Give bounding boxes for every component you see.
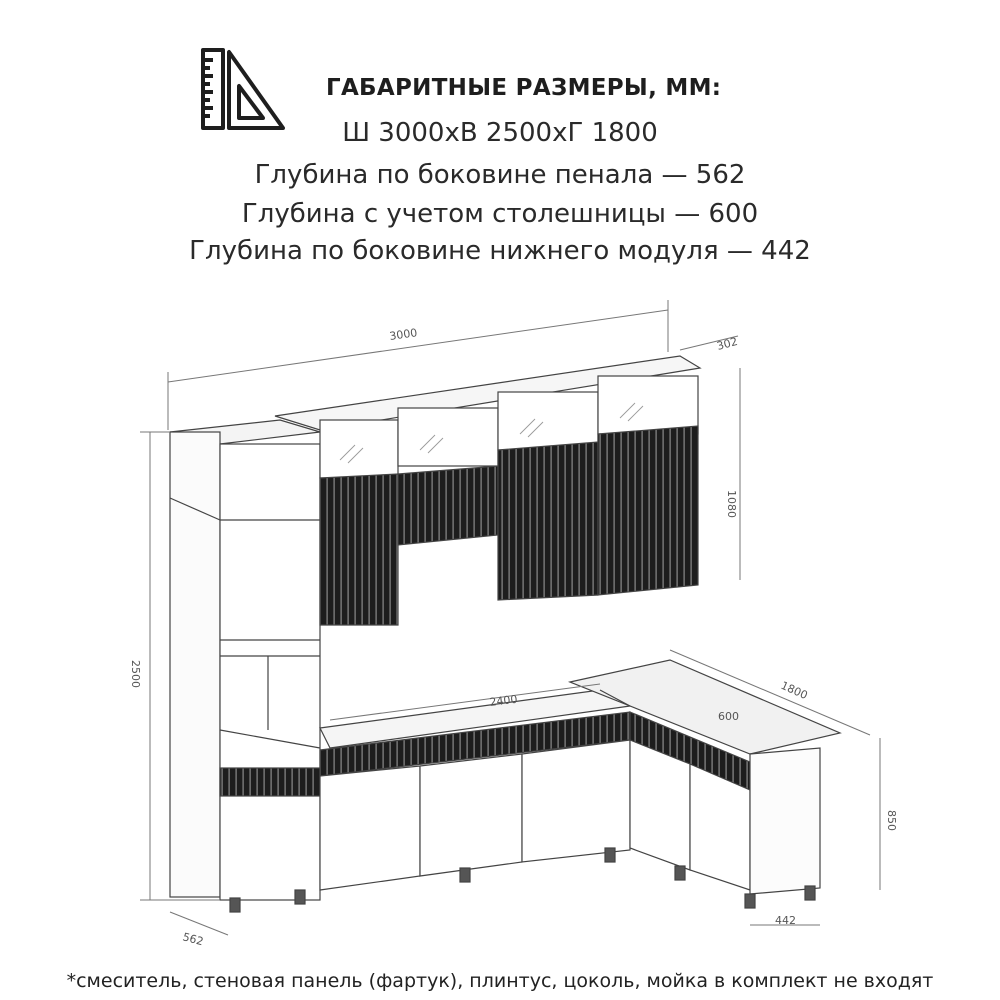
overall-dimensions: Ш 3000хВ 2500хГ 1800 [342,118,658,148]
dim-tall-depth: 562 [181,930,205,949]
countertop-depth: Глубина с учетом столешницы — 600 [241,199,759,229]
dim-upper-depth: 302 [715,334,740,353]
dim-countertop-depth: 600 [718,710,739,723]
base-module-depth: Глубина по боковине нижнего модуля — 442 [189,236,811,266]
dim-countertop-length: 2400 [488,692,519,709]
kitchen-drawing [0,290,1000,970]
dim-base-height: 850 [885,810,898,831]
dim-upper-height: 1080 [725,490,738,518]
dim-total-width: 3000 [388,326,419,343]
dim-base-depth: 442 [775,914,796,927]
dim-corner-length: 1800 [778,678,810,703]
footnote: *смеситель, стеновая панель (фартук), плинтус, цоколь, мойка в комплект не входят [66,970,934,992]
header [0,0,1000,280]
dim-total-height: 2500 [129,660,142,688]
tall-cabinet [170,420,320,900]
dimensions-title: ГАБАРИТНЫЕ РАЗМЕРЫ, ММ: [326,75,722,101]
upper-cabinets [275,356,700,625]
tall-cabinet-depth: Глубина по боковине пенала — 562 [254,160,746,190]
